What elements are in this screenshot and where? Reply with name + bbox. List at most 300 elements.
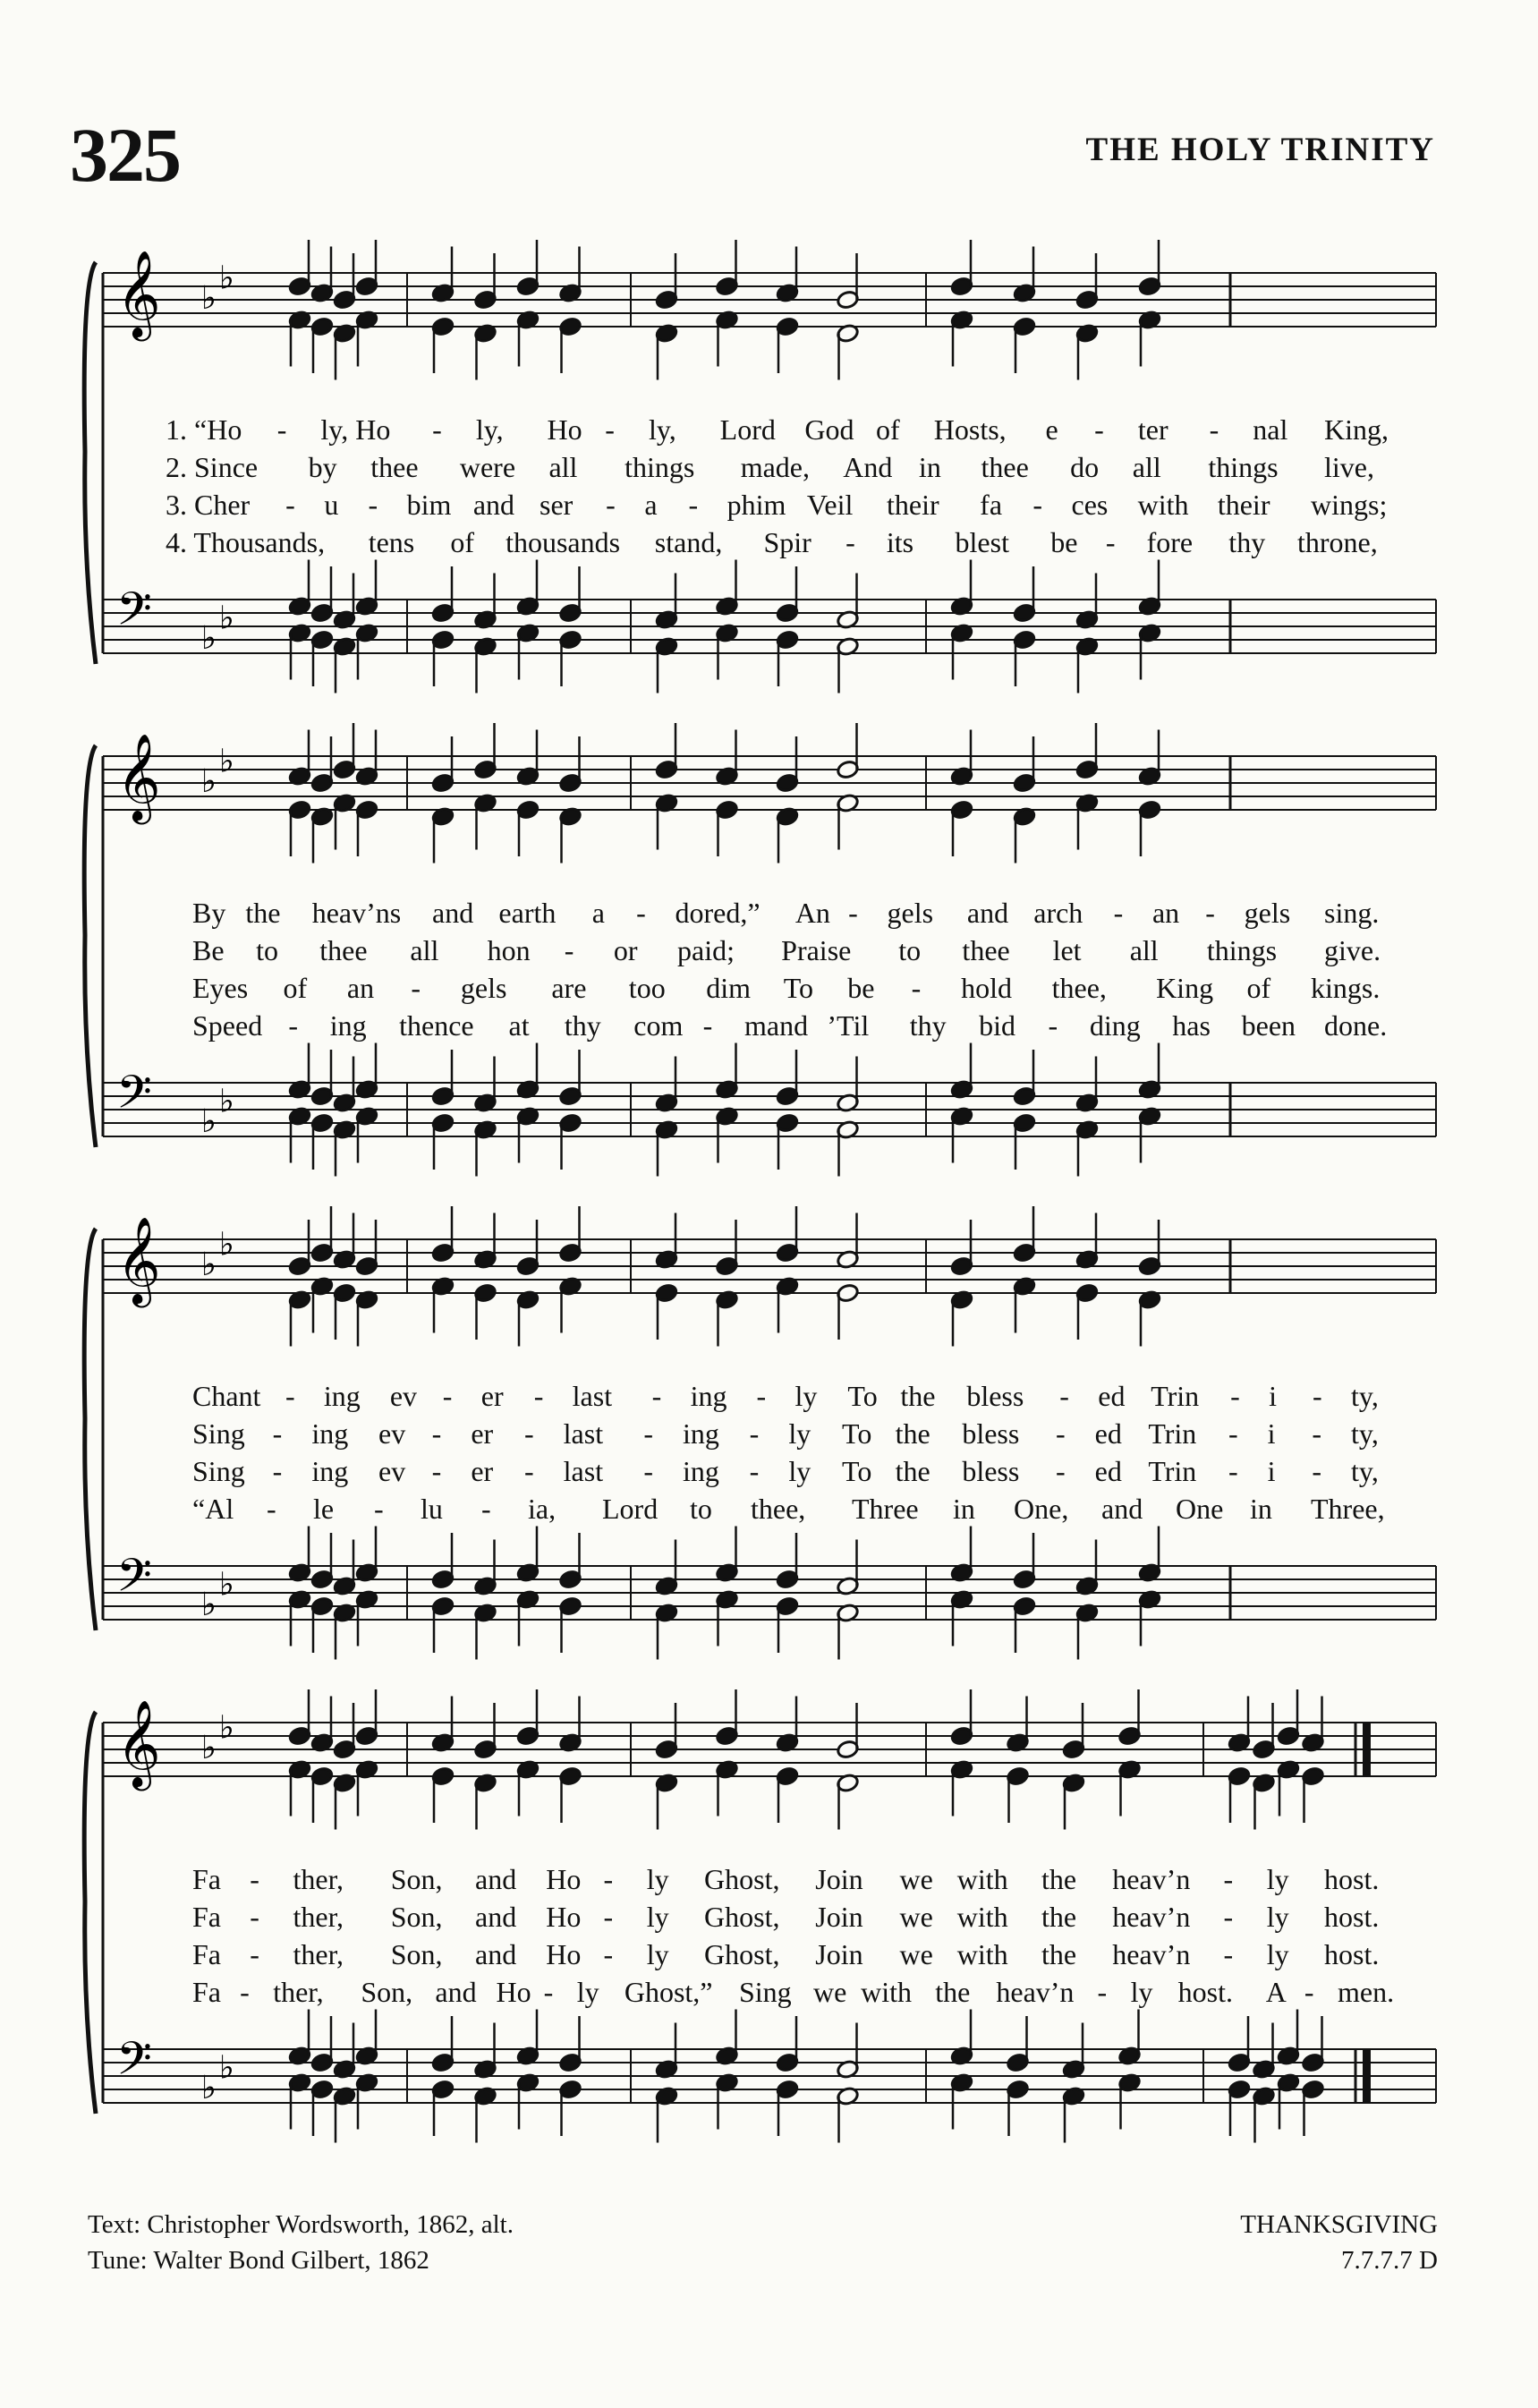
- syllable-hyphen: -: [643, 1417, 653, 1450]
- lyric-syllable: live,: [1324, 451, 1374, 483]
- syllable-hyphen: -: [1228, 1417, 1238, 1450]
- syllable-hyphen: -: [848, 897, 858, 929]
- treble-clef-icon: 𝄞: [116, 733, 161, 821]
- lyric-syllable: fore: [1146, 526, 1194, 558]
- lyric-syllable: Speed: [192, 1009, 263, 1042]
- syllable-hyphen: -: [1304, 1976, 1314, 2008]
- lyric-syllable: dim: [706, 972, 752, 1004]
- lyric-syllable: Sing: [192, 1455, 245, 1487]
- lyric-syllable: of: [876, 413, 900, 446]
- lyric-syllable: Be: [192, 934, 225, 966]
- lyric-syllable: heav’n: [996, 1976, 1075, 2008]
- lyric-syllable: heav’n: [1112, 1938, 1191, 1970]
- syllable-hyphen: -: [1113, 897, 1124, 929]
- lyric-syllable: arch: [1033, 897, 1083, 929]
- lyric-syllable: thee: [319, 934, 368, 966]
- syllable-hyphen: -: [411, 972, 421, 1004]
- lyric-syllable: to: [898, 934, 922, 966]
- syllable-hyphen: -: [845, 526, 855, 558]
- lyric-syllable: nal: [1253, 413, 1288, 446]
- lyric-syllable: and: [966, 897, 1009, 929]
- lyric-syllable: er: [471, 1455, 494, 1487]
- lyric-line-verse-3: [76, 970, 1436, 1006]
- lyric-syllable: To: [783, 972, 814, 1004]
- lyric-syllable: e: [1045, 413, 1058, 446]
- syllable-hyphen: -: [1313, 1380, 1322, 1412]
- lyric-syllable: ed: [1094, 1417, 1122, 1450]
- lyric-syllable: host.: [1177, 1976, 1234, 2008]
- lyric-syllable: all: [1132, 451, 1161, 483]
- syllable-hyphen: -: [1312, 1455, 1321, 1487]
- lyric-syllable: an: [1151, 897, 1180, 929]
- syllable-hyphen: -: [1048, 1009, 1058, 1042]
- lyric-syllable: ly: [1266, 1938, 1289, 1970]
- lyric-syllable: thy: [1228, 526, 1266, 558]
- lyric-syllable: ther,: [273, 1976, 324, 2008]
- lyric-line-verse-1: [76, 412, 1436, 447]
- lyric-syllable: the: [900, 1380, 936, 1412]
- lyric-syllable: ing: [329, 1009, 367, 1042]
- tune-name: THANKSGIVING: [1240, 2210, 1438, 2239]
- lyric-syllable: Sing: [192, 1417, 245, 1450]
- lyric-syllable: 3. Cher: [166, 489, 251, 521]
- lyric-syllable: 4. Thousands,: [166, 526, 326, 558]
- lyric-syllable: ty,: [1351, 1417, 1379, 1450]
- lyric-syllable: u: [324, 489, 339, 521]
- lyric-syllable: ser: [540, 489, 574, 521]
- lyric-syllable: the: [1041, 1901, 1077, 1933]
- lyric-syllable: the: [895, 1455, 930, 1487]
- lyric-syllable: an: [346, 972, 375, 1004]
- lyric-syllable: thee,: [751, 1493, 806, 1525]
- flat-icon: ♭: [201, 620, 217, 657]
- lyric-syllable: ly: [1266, 1901, 1289, 1933]
- syllable-hyphen: -: [240, 1976, 250, 2008]
- syllable-hyphen: -: [1105, 526, 1116, 558]
- lyric-syllable: ding: [1089, 1009, 1141, 1042]
- lyric-syllable: Son,: [390, 1901, 443, 1933]
- lyric-syllable: ia,: [528, 1493, 557, 1525]
- lyric-syllable: ly: [646, 1938, 669, 1970]
- lyric-syllable: and: [475, 1863, 517, 1895]
- syllable-hyphen: -: [285, 1380, 295, 1412]
- lyric-line-verse-3: [76, 1453, 1436, 1489]
- lyric-syllable: Praise: [781, 934, 852, 966]
- lyric-syllable: ly,: [475, 413, 504, 446]
- lyric-syllable: Son,: [390, 1863, 443, 1895]
- lyric-syllable: do: [1070, 451, 1100, 483]
- lyric-syllable: ing: [323, 1380, 361, 1412]
- lyric-syllable: throne,: [1297, 526, 1378, 558]
- lyric-syllable: we: [813, 1976, 847, 2008]
- lyric-syllable: Ho: [547, 413, 582, 446]
- lyric-syllable: of: [1246, 972, 1271, 1004]
- lyric-syllable: give.: [1324, 934, 1381, 966]
- syllable-hyphen: -: [749, 1417, 760, 1450]
- lyric-syllable: thy: [564, 1009, 601, 1042]
- treble-clef-icon: 𝄞: [116, 1699, 161, 1787]
- syllable-hyphen: -: [603, 1938, 614, 1970]
- lyric-syllable: the: [895, 1417, 930, 1450]
- lyric-syllable: One: [1176, 1493, 1224, 1525]
- flat-icon: ♭: [219, 1566, 234, 1604]
- lyric-syllable: ev: [378, 1455, 406, 1487]
- lyric-syllable: Ho: [546, 1863, 582, 1895]
- lyric-syllable: bid: [979, 1009, 1016, 1042]
- flat-icon: ♭: [219, 600, 234, 637]
- lyric-syllable: Eyes: [192, 972, 249, 1004]
- lyric-syllable: been: [1241, 1009, 1296, 1042]
- lyric-syllable: Join: [815, 1938, 863, 1970]
- lyric-syllable: host.: [1324, 1938, 1380, 1970]
- lyric-syllable: Fa: [192, 1976, 221, 2008]
- lyric-syllable: men.: [1338, 1976, 1395, 2008]
- lyric-syllable: Join: [815, 1863, 863, 1895]
- lyric-syllable: To: [847, 1380, 878, 1412]
- syllable-hyphen: -: [1205, 897, 1215, 929]
- syllable-hyphen: -: [1209, 413, 1219, 446]
- syllable-hyphen: -: [702, 1009, 713, 1042]
- syllable-hyphen: -: [564, 934, 574, 966]
- syllable-hyphen: -: [1059, 1380, 1069, 1412]
- lyric-syllable: God: [804, 413, 854, 446]
- lyric-syllable: Ho: [496, 1976, 531, 2008]
- lyric-line-verse-2: [76, 932, 1436, 968]
- flat-icon: ♭: [219, 1709, 234, 1747]
- lyric-syllable: in: [953, 1493, 975, 1525]
- lyric-syllable: “Al: [192, 1493, 234, 1525]
- lyric-syllable: Veil: [806, 489, 854, 521]
- bass-clef-icon: 𝄢: [116, 2031, 152, 2097]
- lyric-syllable: An: [794, 897, 830, 929]
- lyric-syllable: Trin: [1148, 1455, 1197, 1487]
- lyric-syllable: made,: [740, 451, 810, 483]
- lyric-syllable: earth: [498, 897, 557, 929]
- lyric-line-verse-2: [76, 1416, 1436, 1451]
- syllable-hyphen: -: [368, 489, 378, 521]
- lyric-syllable: ly, Ho: [320, 413, 391, 446]
- lyric-syllable: the: [1041, 1938, 1077, 1970]
- lyric-syllable: bless: [966, 1380, 1024, 1412]
- lyric-syllable: and: [1101, 1493, 1143, 1525]
- lyric-syllable: and: [472, 489, 515, 521]
- syllable-hyphen: -: [288, 1009, 299, 1042]
- lyric-syllable: mand: [744, 1009, 809, 1042]
- lyric-syllable: Trin: [1148, 1417, 1197, 1450]
- lyric-line-verse-3: [76, 1936, 1436, 1972]
- lyric-syllable: By: [192, 897, 226, 929]
- lyric-syllable: i: [1269, 1380, 1277, 1412]
- music-system-2: [76, 733, 1436, 1159]
- lyric-syllable: One,: [1014, 1493, 1069, 1525]
- lyric-syllable: ing: [690, 1380, 727, 1412]
- lyric-syllable: 2. Since: [166, 451, 259, 483]
- lyric-syllable: com: [633, 1009, 684, 1042]
- lyric-syllable: with: [956, 1938, 1008, 1970]
- flat-icon: ♭: [201, 1587, 217, 1623]
- lyric-syllable: ly: [1130, 1976, 1153, 2008]
- syllable-hyphen: -: [276, 413, 287, 446]
- lyric-syllable: Trin: [1151, 1380, 1200, 1412]
- lyric-syllable: ly: [1266, 1863, 1289, 1895]
- lyric-syllable: Hosts,: [933, 413, 1007, 446]
- syllable-hyphen: -: [533, 1380, 544, 1412]
- lyric-syllable: kings.: [1311, 972, 1381, 1004]
- lyric-syllable: Son,: [390, 1938, 443, 1970]
- syllable-hyphen: -: [911, 972, 922, 1004]
- lyric-syllable: And: [843, 451, 893, 483]
- lyric-syllable: a: [591, 897, 605, 929]
- lyric-syllable: Ghost,: [704, 1863, 780, 1895]
- lyric-syllable: last: [563, 1455, 604, 1487]
- lyric-syllable: last: [572, 1380, 613, 1412]
- lyric-syllable: ing: [311, 1455, 349, 1487]
- music-system-4: [76, 1699, 1436, 2125]
- lyric-syllable: heav’ns: [311, 897, 402, 929]
- lyric-syllable: and: [435, 1976, 477, 2008]
- lyric-syllable: Three,: [1311, 1493, 1385, 1525]
- lyric-syllable: with: [1137, 489, 1189, 521]
- flat-icon: ♭: [219, 1226, 234, 1264]
- lyric-line-verse-4: [76, 1008, 1436, 1043]
- lyric-syllable: we: [899, 1863, 933, 1895]
- lyric-syllable: er: [471, 1417, 494, 1450]
- lyric-syllable: in: [918, 451, 941, 483]
- syllable-hyphen: -: [250, 1938, 259, 1970]
- lyric-syllable: i: [1267, 1455, 1276, 1487]
- lyric-syllable: thee: [370, 451, 419, 483]
- lyric-syllable: thee: [962, 934, 1010, 966]
- syllable-hyphen: -: [1032, 489, 1042, 521]
- lyric-syllable: done.: [1324, 1009, 1388, 1042]
- lyric-syllable: Ho: [546, 1938, 582, 1970]
- treble-clef-icon: 𝄞: [116, 250, 161, 337]
- flat-icon: ♭: [201, 1247, 217, 1283]
- lyric-syllable: too: [628, 972, 666, 1004]
- syllable-hyphen: -: [267, 1493, 276, 1525]
- syllable-hyphen: -: [1312, 1417, 1321, 1450]
- syllable-hyphen: -: [603, 1901, 614, 1933]
- lyric-syllable: sing.: [1324, 897, 1380, 929]
- lyric-syllable: we: [899, 1901, 933, 1933]
- lyric-syllable: hon: [487, 934, 531, 966]
- final-barline: [1363, 2049, 1371, 2103]
- lyric-syllable: King,: [1324, 413, 1389, 446]
- lyric-syllable: ty,: [1351, 1455, 1379, 1487]
- lyric-syllable: lu: [421, 1493, 443, 1525]
- syllable-hyphen: -: [1094, 413, 1104, 446]
- meter: 7.7.7.7 D: [1341, 2246, 1438, 2275]
- syllable-hyphen: -: [1223, 1863, 1234, 1895]
- lyric-syllable: King: [1156, 972, 1214, 1004]
- syllable-hyphen: -: [651, 1380, 662, 1412]
- lyric-syllable: we: [899, 1938, 933, 1970]
- syllable-hyphen: -: [481, 1493, 491, 1525]
- hymn-category: THE HOLY TRINITY: [1085, 132, 1435, 168]
- lyric-syllable: has: [1172, 1009, 1211, 1042]
- syllable-hyphen: -: [603, 1863, 614, 1895]
- syllable-hyphen: -: [1223, 1901, 1234, 1933]
- lyric-line-verse-1: [76, 895, 1436, 931]
- lyric-line-verse-2: [76, 449, 1436, 485]
- lyric-syllable: host.: [1324, 1863, 1380, 1895]
- lyric-syllable: hold: [961, 972, 1013, 1004]
- lyric-line-verse-1: [76, 1861, 1436, 1897]
- lyric-syllable: all: [410, 934, 439, 966]
- lyric-syllable: ther,: [293, 1863, 344, 1895]
- syllable-hyphen: -: [543, 1976, 554, 2008]
- syllable-hyphen: -: [1056, 1417, 1066, 1450]
- lyric-syllable: ly: [576, 1976, 599, 2008]
- lyric-syllable: are: [551, 972, 587, 1004]
- lyric-syllable: ther,: [293, 1938, 344, 1970]
- lyric-syllable: A: [1265, 1976, 1287, 2008]
- syllable-hyphen: -: [431, 1417, 442, 1450]
- lyric-syllable: in: [1250, 1493, 1272, 1525]
- lyric-syllable: ev: [389, 1380, 418, 1412]
- syllable-hyphen: -: [524, 1417, 534, 1450]
- lyric-syllable: gels: [460, 972, 507, 1004]
- lyric-syllable: Chant: [192, 1380, 261, 1412]
- lyric-syllable: to: [256, 934, 279, 966]
- lyric-syllable: and: [475, 1938, 517, 1970]
- treble-clef-icon: 𝄞: [116, 1216, 161, 1304]
- lyric-syllable: at: [508, 1009, 530, 1042]
- lyric-syllable: Fa: [192, 1863, 221, 1895]
- lyric-syllable: thousands: [506, 526, 621, 558]
- flat-icon: ♭: [219, 260, 234, 297]
- syllable-hyphen: -: [272, 1417, 283, 1450]
- flat-icon: ♭: [219, 2049, 234, 2087]
- lyric-syllable: with: [956, 1901, 1008, 1933]
- lyric-syllable: with: [861, 1976, 913, 2008]
- lyric-syllable: Join: [815, 1901, 863, 1933]
- syllable-hyphen: -: [431, 1455, 442, 1487]
- syllable-hyphen: -: [374, 1493, 384, 1525]
- lyric-syllable: host.: [1324, 1901, 1380, 1933]
- lyric-syllable: blest: [955, 526, 1009, 558]
- lyric-syllable: Ghost,: [704, 1938, 780, 1970]
- flat-icon: ♭: [201, 763, 217, 800]
- syllable-hyphen: -: [749, 1455, 760, 1487]
- lyric-syllable: ly: [646, 1901, 669, 1933]
- lyric-syllable: the: [1041, 1863, 1077, 1895]
- lyric-syllable: of: [283, 972, 308, 1004]
- lyric-syllable: tens: [368, 526, 415, 558]
- lyric-syllable: its: [886, 526, 914, 558]
- lyric-syllable: er: [480, 1380, 504, 1412]
- bass-clef-icon: 𝄢: [116, 1065, 152, 1130]
- final-barline: [1363, 1723, 1371, 1776]
- hymn-number: 325: [70, 112, 180, 198]
- lyric-syllable: ’Til: [827, 1009, 870, 1042]
- lyric-syllable: ing: [683, 1455, 719, 1487]
- lyric-syllable: ly: [646, 1863, 669, 1895]
- lyric-syllable: Ghost,”: [624, 1976, 713, 2008]
- lyric-syllable: things: [625, 451, 695, 483]
- lyric-syllable: ly: [788, 1417, 811, 1450]
- lyric-syllable: Spir: [763, 526, 811, 558]
- lyric-syllable: To: [842, 1417, 872, 1450]
- lyric-syllable: Ho: [546, 1901, 582, 1933]
- syllable-hyphen: -: [1097, 1976, 1108, 2008]
- lyric-syllable: bless: [962, 1455, 1020, 1487]
- lyric-syllable: Lord: [602, 1493, 659, 1525]
- lyric-syllable: were: [459, 451, 516, 483]
- lyric-syllable: be: [1050, 526, 1078, 558]
- lyric-syllable: a: [644, 489, 658, 521]
- lyric-syllable: with: [956, 1863, 1008, 1895]
- lyric-syllable: ing: [311, 1417, 349, 1450]
- lyric-syllable: Ghost,: [704, 1901, 780, 1933]
- flat-icon: ♭: [201, 1730, 217, 1766]
- lyric-syllable: fa: [980, 489, 1003, 521]
- lyric-line-verse-2: [76, 1899, 1436, 1935]
- lyric-line-verse-4: [76, 1974, 1436, 2010]
- lyric-syllable: ther,: [293, 1901, 344, 1933]
- flat-icon: ♭: [201, 2070, 217, 2106]
- tune-credit: [1240, 2207, 1438, 2278]
- bass-clef-icon: 𝄢: [116, 1548, 152, 1613]
- syllable-hyphen: -: [688, 489, 699, 521]
- lyric-syllable: all: [548, 451, 578, 483]
- lyric-syllable: ly: [794, 1380, 818, 1412]
- lyric-syllable: ly,: [648, 413, 676, 446]
- lyric-syllable: ev: [378, 1417, 406, 1450]
- syllable-hyphen: -: [605, 413, 615, 446]
- lyric-syllable: bim: [406, 489, 452, 521]
- lyric-syllable: their: [887, 489, 939, 521]
- lyric-syllable: phim: [727, 489, 786, 521]
- lyric-syllable: and: [475, 1901, 517, 1933]
- syllable-hyphen: -: [432, 413, 442, 446]
- tune-author: Tune: Walter Bond Gilbert, 1862: [88, 2246, 429, 2275]
- lyric-syllable: Lord: [719, 413, 776, 446]
- lyric-line-verse-1: [76, 1378, 1436, 1414]
- syllable-hyphen: -: [272, 1455, 283, 1487]
- music-system-3: [76, 1216, 1436, 1642]
- lyric-syllable: to: [690, 1493, 712, 1525]
- lyric-syllable: le: [313, 1493, 335, 1525]
- lyric-syllable: gels: [1244, 897, 1291, 929]
- lyric-syllable: thence: [399, 1009, 474, 1042]
- lyric-syllable: or: [613, 934, 638, 966]
- lyric-syllable: of: [450, 526, 475, 558]
- lyric-syllable: ter: [1137, 413, 1168, 446]
- lyric-syllable: thee: [981, 451, 1029, 483]
- music-system-1: [76, 250, 1436, 676]
- lyric-syllable: wings;: [1311, 489, 1388, 521]
- lyric-syllable: things: [1208, 451, 1279, 483]
- lyric-syllable: thee,: [1051, 972, 1107, 1004]
- syllable-hyphen: -: [442, 1380, 453, 1412]
- lyric-syllable: ty,: [1351, 1380, 1379, 1412]
- lyric-syllable: the: [245, 897, 281, 929]
- lyric-syllable: things: [1206, 934, 1278, 966]
- flat-icon: ♭: [219, 1083, 234, 1120]
- lyric-line-verse-3: [76, 487, 1436, 523]
- lyric-syllable: be: [847, 972, 875, 1004]
- lyric-syllable: stand,: [654, 526, 723, 558]
- syllable-hyphen: -: [1223, 1938, 1234, 1970]
- lyric-syllable: 1. “Ho: [166, 413, 242, 446]
- syllable-hyphen: -: [756, 1380, 767, 1412]
- lyric-syllable: Three: [852, 1493, 919, 1525]
- flat-icon: ♭: [201, 280, 217, 317]
- syllable-hyphen: -: [285, 489, 295, 521]
- lyric-syllable: gels: [887, 897, 934, 929]
- lyric-syllable: Son,: [361, 1976, 413, 2008]
